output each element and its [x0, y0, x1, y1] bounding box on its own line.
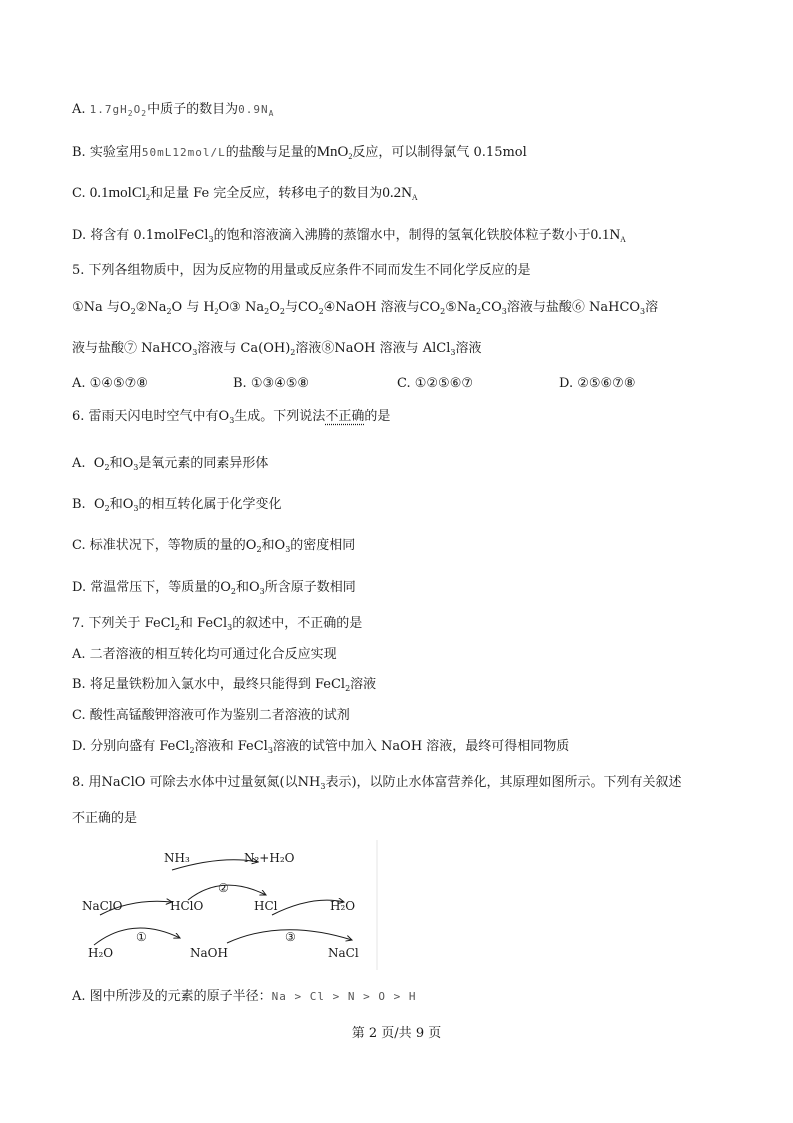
q4-option-c: C. 0.1molCl$_2$和足量 Fe 完全反应，转移电子的数目为$0.2N_A$: [72, 185, 418, 202]
step3-marker: ③: [285, 930, 296, 944]
q7-option-c: C. 酸性高锰酸钾溶液可作为鉴别二者溶液的试剂: [72, 708, 350, 723]
q7-option-d: D. 分别向盛有 FeCl$_2$溶液和 FeCl$_3$溶液的试管中加入 NaOH 溶液，最终可得相同物质: [72, 739, 570, 755]
q8-stem: 8. 用NaClO 可除去水体中过量氨氮(以$NH_3$表示)，以防止水体富营养化，其原理如图所示。下列有关叙述: [72, 775, 682, 791]
q4-option-a: A. $1.7gH_2O_2$中质子的数目为$0.9N_A$: [72, 102, 275, 118]
q4-d-value: $0.1N_A$: [590, 227, 626, 244]
label-naoh: NaOH: [190, 946, 228, 960]
q4-a-value: $0.9N_A$: [238, 103, 275, 118]
reaction-diagram: [72, 840, 382, 975]
q5-stem: 5. 下列各组物质中，因为反应物的用量或反应条件不同而发生不同化学反应的是: [72, 263, 531, 278]
q6-stem: 6. 雷雨天闪电时空气中有$O_3$生成。下列说法不正确的是: [72, 409, 391, 425]
label-h2o-bottom: H₂O: [88, 946, 114, 960]
q4-option-b: B. 实验室用50mL12mol/L的盐酸与足量的MnO$_2$反应，可以制得氯气 0.15mol: [72, 144, 527, 161]
q6-option-c: C. 标准状况下，等物质的量的$O_2$和$O_3$的密度相同: [72, 538, 356, 554]
q8-option-a: A. 图中所涉及的元素的原子半径：Na > Cl > N > O > H: [72, 989, 417, 1004]
step1-marker: ①: [136, 930, 147, 944]
q5-items-line2: 液与盐酸⑦ NaHCO$_3$溶液与 $Ca(OH)_2$溶液⑧NaOH 溶液与 AlCl$_3$溶液: [72, 341, 482, 357]
label-n2-h2o: N₂+H₂O: [244, 851, 295, 865]
q4-a-formula: $1.7gH_2O_2$: [89, 103, 148, 118]
q6-emphasis: 不正确: [325, 409, 365, 424]
q5-option-d: D. ②⑤⑥⑦⑧: [559, 376, 636, 391]
label-nh3: NH₃: [164, 851, 190, 865]
page-footer: 第 2 页/共 9 页: [351, 1026, 442, 1041]
q4-b-concentration: 50mL12mol/L: [141, 146, 226, 159]
step2-marker: ②: [218, 881, 229, 895]
label-hclo: HClO: [170, 899, 204, 913]
q5-items-line1: ①Na 与$O_2②Na_2O$ 与 $H_2O③$ $Na_2O_2$与$CO_2④NaOH$ 溶液与$CO_2⑤Na_2CO_3$溶液与盐酸⑥ NaHCO$_3$溶: [72, 299, 659, 316]
q7-option-a: A. 二者溶液的相互转化均可通过化合反应实现: [72, 647, 337, 662]
q6-option-d: D. 常温常压下，等质量的$O_2$和$O_3$所含原子数相同: [72, 580, 356, 596]
q6-option-b: B. $O_2$和$O_3$的相互转化属于化学变化: [72, 497, 282, 513]
label-naclo: NaClO: [82, 899, 123, 913]
q7-option-b: B. 将足量铁粉加入氯水中，最终只能得到 FeCl$_2$溶液: [72, 677, 377, 693]
q4-c-formula: 0.1molCl$_2$: [89, 185, 151, 202]
q6-option-a: A. $O_2$和$O_3$是氧元素的同素异形体: [72, 456, 269, 472]
label-h2o-top: H₂O: [330, 899, 356, 913]
q4-option-d: D. 将含有 0.1molFeCl$_3$的饱和溶液滴入沸腾的蒸馏水中，制得的氢氧化铁胶体粒子数小于$0.1N_A$: [72, 227, 626, 244]
q5-option-c: C. ①②⑤⑥⑦: [397, 376, 474, 391]
q7-stem: 7. 下列关于 FeCl$_2$和 FeCl$_3$的叙述中，不正确的是: [72, 616, 363, 632]
q5-option-a: A. ①④⑤⑦⑧: [72, 376, 148, 391]
q8-stem-line2: 不正确的是: [72, 811, 138, 826]
q4-c-value: $0.2N_A$: [382, 185, 418, 202]
q8-a-radius-order: Na > Cl > N > O > H: [271, 990, 417, 1003]
q4-b-mno2: MnO$_2$: [316, 144, 353, 161]
label-hcl: HCl: [254, 899, 278, 913]
q5-option-b: B. ①③④⑤⑧: [233, 376, 310, 391]
label-nacl: NaCl: [328, 946, 359, 960]
